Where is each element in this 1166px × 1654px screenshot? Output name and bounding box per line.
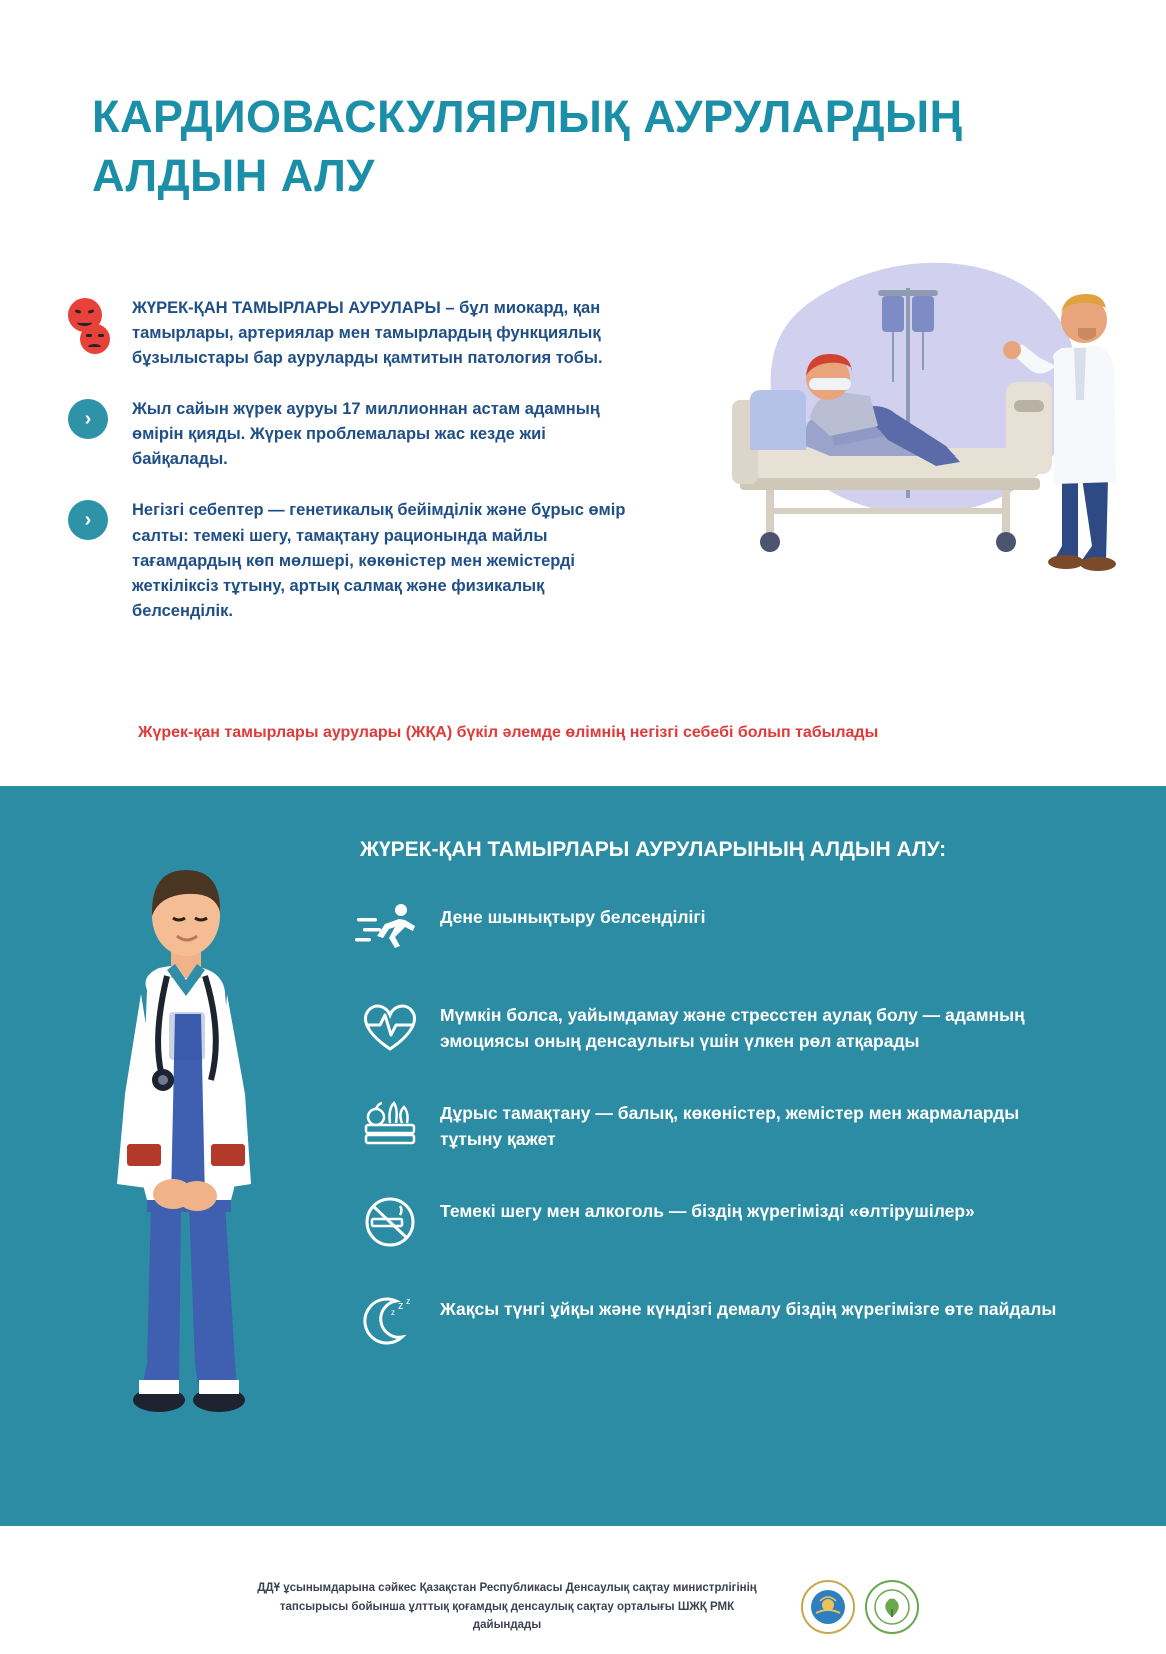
tip-physical-activity (340, 896, 1060, 960)
hospital-scene-illustration (710, 250, 1130, 650)
national-health-center-emblem-icon (865, 1580, 919, 1634)
intro-item-3-text: Негізгі себептер — генетикалық бейімділік және бұрыс өмір салты: темекі шегу, тамақтану рационында майлы тағамдардың көп мөлшері, көкөністер мен жемістерді жеткіліксіз тұтыну, артық салмақ және физикалық белсенділік. (132, 501, 626, 620)
tip-stress-free (340, 994, 1060, 1058)
page-title: КАРДИОВАСКУЛЯРЛЫҚ АУРУЛАРДЫҢ АЛДЫН АЛУ (92, 91, 963, 201)
tip-healthy-eating (340, 1092, 1060, 1156)
footer-text: ДДҰ ұсынымдарына сәйкес Қазақстан Республикасы Денсаулық сақтау министрлігінің тапсырысы бойынша ұлттық қоғамдық денсаулық сақтау орталығы ШЖҚ РМК дайындады (257, 1582, 757, 1632)
tip-no-smoking-text: Темекі шегу мен алкоголь — біздің жүрегімізді «өлтірушілер» (440, 1201, 975, 1221)
prevention-heading: ЖҮРЕК-ҚАН ТАМЫРЛАРЫ АУРУЛАРЫНЫҢ АЛДЫН АЛУ: (360, 838, 947, 861)
prevention-tips-list (340, 896, 1060, 1386)
tip-sleep-text: Жақсы түнгі ұйқы және күндізгі демалу біздің жүрегімізге өте пайдалы (440, 1299, 1057, 1319)
heart-pulse-icon (340, 994, 440, 1058)
running-person-icon (340, 896, 440, 960)
no-smoking-icon (340, 1190, 440, 1254)
intro-item-2-text: Жыл сайын жүрек ауруы 17 миллионнан астам адамның өмірін қияды. Жүрек проблемалары жас кезде жиі байқалады. (132, 400, 600, 469)
intro-item-1-text: ЖҮРЕК-ҚАН ТАМЫРЛАРЫ АУРУЛАРЫ – бұл миокард, қан тамырлары, артериялар мен тамырлардың функциялық бұзылыстары бар ауруларды қамтитын патология тобы. (132, 299, 603, 368)
intro-bullets (68, 296, 628, 650)
chevron-right-icon: › (68, 498, 114, 540)
prevention-section (0, 786, 1166, 1526)
tip-stress-free-text: Мүмкін болса, уайымдамау және стресстен аулақ болу — адамның эмоциясы оның денсаулығы үшін үлкен рөл атқарады (440, 1005, 1025, 1052)
tip-sleep (340, 1288, 1060, 1352)
kazakhstan-state-emblem-icon (801, 1580, 855, 1634)
tip-no-smoking (340, 1190, 1060, 1254)
svg-text:z: z (398, 1300, 404, 1312)
doctor-illustration (55, 844, 315, 1444)
footer (0, 1560, 1166, 1654)
warning-note: Жүрек-қан тамырлары аурулары (ЖҚА) бүкіл әлемде өлімнің негізгі себебі болып табылады (138, 724, 879, 741)
intro-item-3 (68, 498, 628, 623)
intro-item-2 (68, 397, 628, 472)
intro-item-1 (68, 296, 628, 371)
footer-emblems (791, 1580, 919, 1634)
chevron-right-icon: › (68, 397, 114, 439)
tip-physical-activity-text: Дене шынықтыру белсенділігі (440, 907, 706, 927)
sleep-moon-icon (340, 1288, 440, 1352)
healthy-food-icon (340, 1092, 440, 1156)
sad-faces-icon (68, 296, 114, 360)
svg-text:z: z (391, 1308, 395, 1317)
tip-healthy-eating-text: Дұрыс тамақтану — балық, көкөністер, жемістер мен жармаларды тұтыну қажет (440, 1103, 1020, 1150)
svg-text:z: z (406, 1296, 411, 1306)
